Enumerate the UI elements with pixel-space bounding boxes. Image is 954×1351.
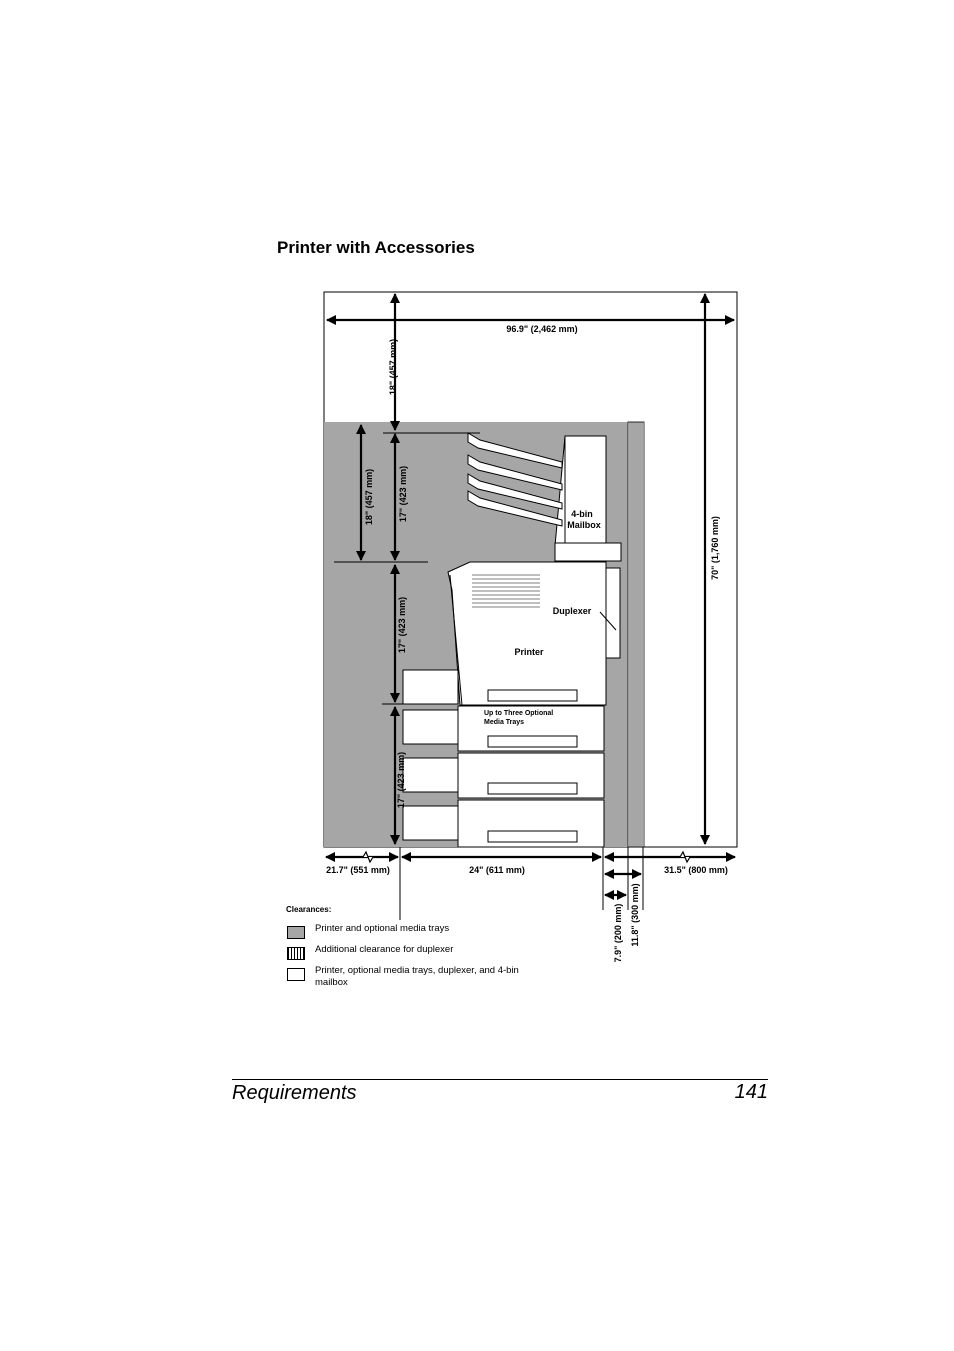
footer-rule — [232, 1079, 768, 1080]
duplexer-large-label: 11.8" (300 mm) — [630, 883, 640, 947]
printer-illustration — [448, 562, 620, 705]
mailbox-inner-label: 17" (423 mm) — [398, 465, 408, 523]
mailbox-label-line2: Mailbox — [567, 520, 601, 530]
printer-label: Printer — [514, 647, 544, 657]
legend-title: Clearances: — [286, 905, 332, 914]
left-clearance-label: 21.7" (551 mm) — [326, 865, 390, 875]
duplexer-small-label-text: 7.9" (200 mm) — [613, 903, 623, 963]
legend-label: Printer and optional media trays — [315, 923, 450, 934]
total-height-label: 70" (1,760 mm) — [710, 516, 720, 580]
total-width-label: 96.9" (2,462 mm) — [506, 324, 578, 334]
printer-width-label: 24" (611 mm) — [469, 865, 525, 875]
hatched-swatch — [287, 947, 305, 960]
trays-label-line1: Up to Three Optional — [484, 710, 554, 717]
legend-label: Additional clearance for duplexer — [315, 944, 454, 955]
top-clearance-label: 18" (457 mm) — [388, 338, 398, 396]
duplexer-clearance-strip — [628, 422, 644, 847]
trays-label-line2: Media Trays — [484, 719, 525, 726]
duplexer-label: Duplexer — [552, 606, 592, 616]
right-clearance-label: 31.5" (800 mm) — [664, 865, 728, 875]
printer-height-label: 17" (423 mm) — [397, 596, 407, 654]
white-swatch — [287, 968, 305, 981]
footer-section-name: Requirements — [232, 1082, 357, 1104]
footer-page-number: 141 — [734, 1081, 768, 1103]
mailbox-height-label: 18" (457 mm) — [364, 468, 374, 526]
section-heading: Printer with Accessories — [277, 238, 475, 257]
mailbox-label-line1: 4-bin — [571, 509, 593, 519]
gray-swatch — [287, 926, 305, 939]
legend-label: Printer, optional media trays, duplexer, and 4-bin mailbox — [315, 965, 519, 988]
trays-height-label: 17" (423 mm) — [396, 751, 406, 809]
